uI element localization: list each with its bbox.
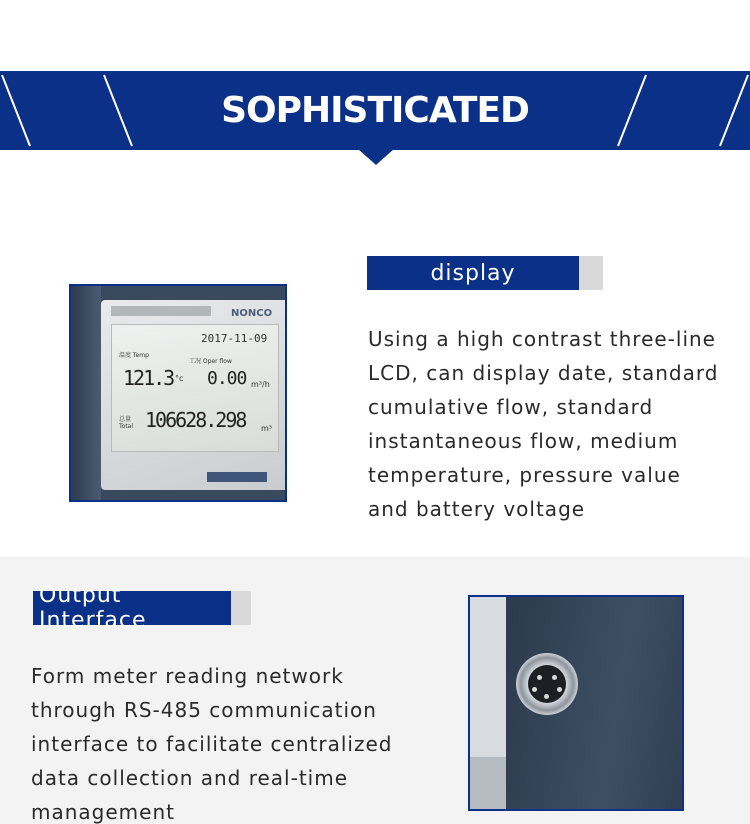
display-tag: [367, 256, 603, 290]
output-line: interface to facilitate centralized: [31, 732, 393, 756]
lcd-photo-inner: [71, 286, 285, 500]
output-line: through RS-485 communication: [31, 698, 377, 722]
display-line: LCD, can display date, standard: [368, 361, 719, 385]
output-interface-description: [31, 659, 431, 824]
display-line: instantaneous flow, medium: [368, 429, 679, 453]
output-interface-tag-end: [231, 591, 251, 625]
display-tag-end: [579, 256, 603, 290]
display-line: Using a high contrast three-line: [368, 327, 716, 351]
output-interface-tag-label: Output Interface: [33, 591, 231, 625]
lcd-brand: NONCO: [231, 308, 273, 319]
lcd-display-photo: [69, 284, 287, 502]
output-line: Form meter reading network: [31, 664, 344, 688]
rs485-connector-photo: [468, 595, 684, 811]
display-line: cumulative flow, standard: [368, 395, 654, 419]
lcd-flow-unit: m³/h: [251, 380, 270, 389]
section-banner: [0, 71, 750, 150]
lcd-temp-label: 温度 Temp: [119, 352, 149, 359]
lcd-flow-value: 0.00: [207, 368, 247, 389]
lcd-total-value: 106628.298: [145, 408, 246, 432]
output-line: data collection and real-time: [31, 766, 349, 790]
lcd-total-unit: m³: [261, 424, 272, 433]
display-line: temperature, pressure value: [368, 463, 681, 487]
output-interface-tag: [33, 583, 251, 633]
banner-notch: [358, 149, 394, 165]
display-tag-label: display: [367, 256, 579, 290]
banner-title: SOPHISTICATED: [221, 90, 529, 131]
display-line: and battery voltage: [368, 497, 586, 521]
lcd-oper-label: 工况 Oper flow: [189, 358, 232, 365]
lcd-temp-unit: °c: [175, 374, 184, 383]
lcd-date: 2017-11-09: [201, 332, 268, 345]
lcd-temp-value: 121.3: [123, 366, 174, 390]
display-description: [368, 322, 738, 526]
lcd-total-label: 总量 Total: [119, 416, 134, 430]
output-line: management: [31, 800, 175, 824]
